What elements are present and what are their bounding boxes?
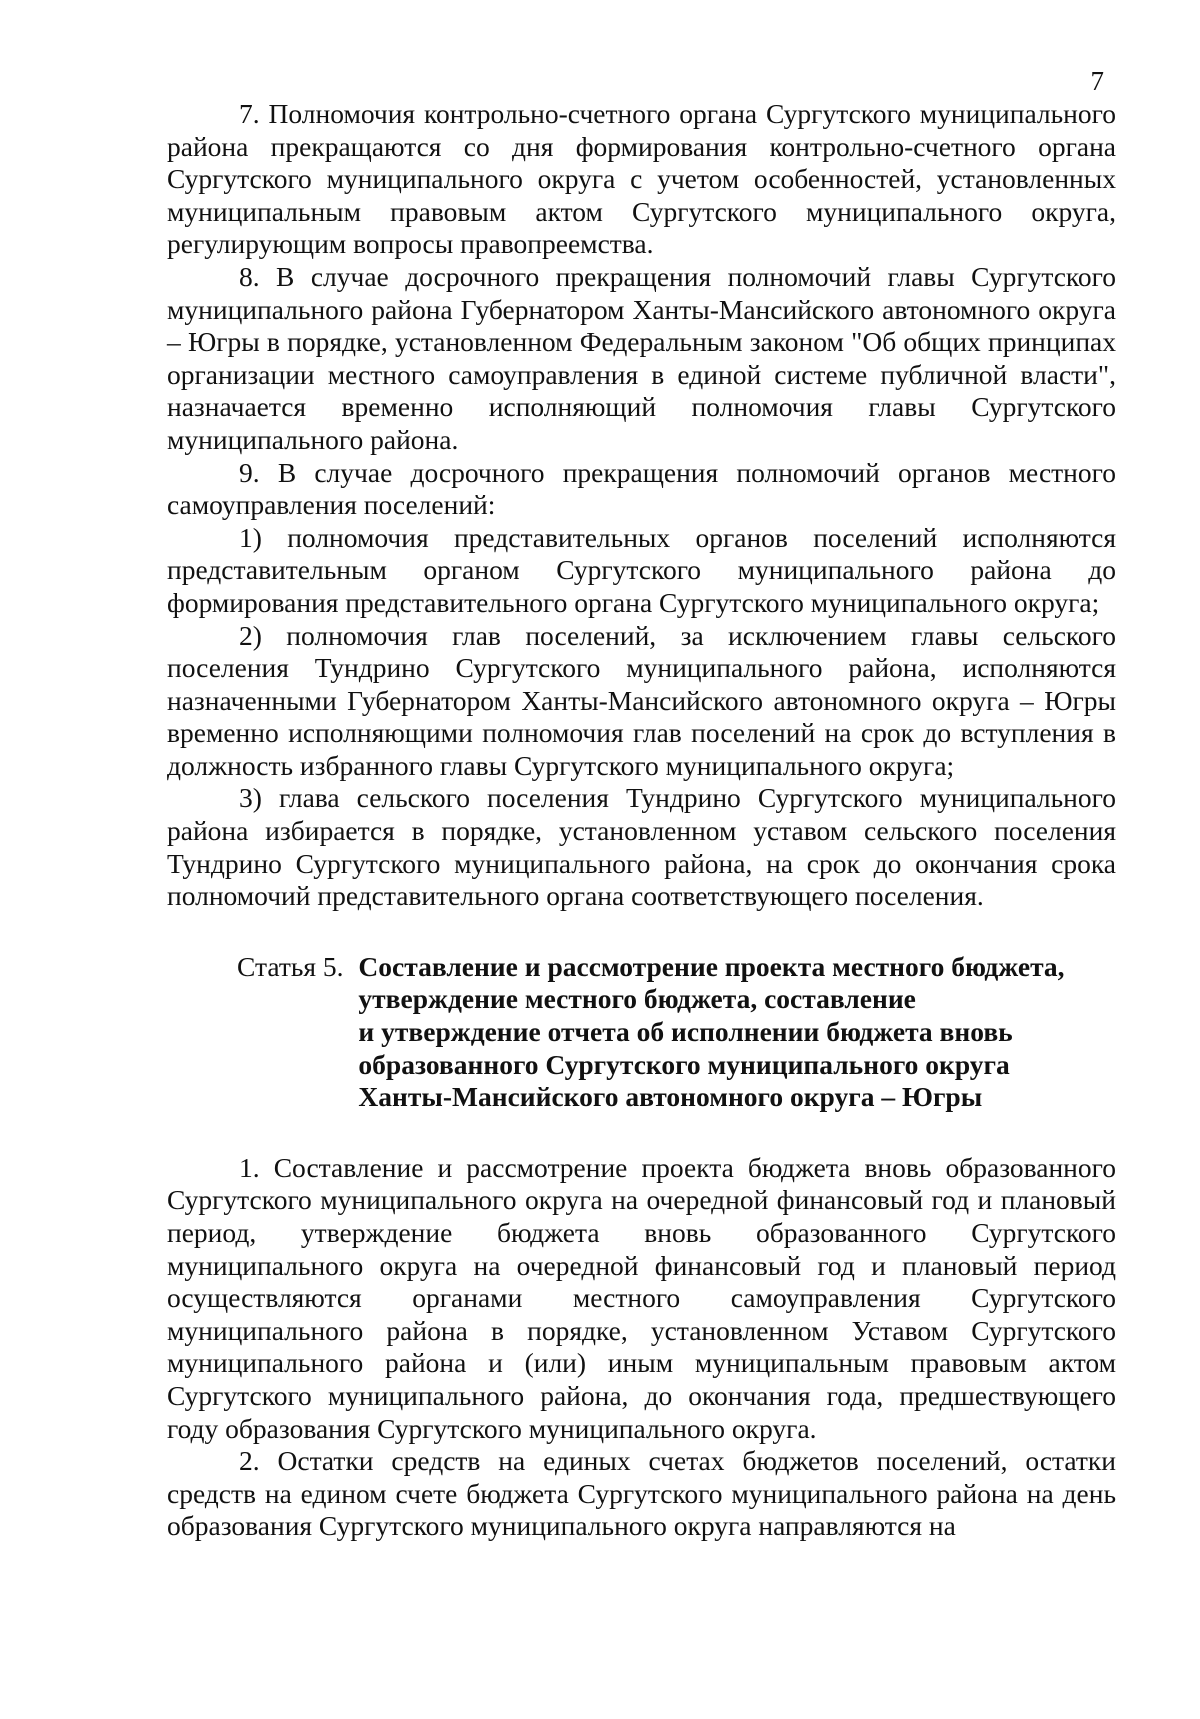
- article-title-line: Ханты-Мансийского автономного округа – Югры: [358, 1081, 983, 1113]
- article-title-line: утверждение местного бюджета, составление: [358, 983, 916, 1015]
- subparagraph-9-1: 1) полномочия представительных органов поселений исполняются представительным органом Сургутского муниципального района до формирования представительного органа Сургутского муниципального округа;: [167, 521, 1116, 618]
- article-heading: [167, 951, 1116, 1114]
- article-title: [358, 951, 1098, 1114]
- subparagraph-9-2: 2) полномочия глав поселений, за исключением главы сельского поселения Тундрино Сургутского муниципального района, исполняются назначенными Губернатором Ханты-Мансийского автономного округа – Югры временно исполняющими полномочия глав поселений на срок до вступления в должность избранного главы Сургутского муниципального округа;: [167, 619, 1116, 781]
- article-title-line: образованного Сургутского муниципального округа: [358, 1048, 1010, 1080]
- paragraph-8: 8. В случае досрочного прекращения полномочий главы Сургутского муниципального района Губернатором Ханты-Мансийского автономного округа – Югры в порядке, установленном Федеральным законом "Об общих принципах организации местного самоуправления в единой системе публичной власти", назначается временно исполняющий полномочия главы Сургутского муниципального района.: [167, 260, 1116, 455]
- document-body: [167, 98, 1116, 1543]
- page-number: 7: [1090, 66, 1104, 96]
- article-title-line: и утверждение отчета об исполнении бюджета вновь: [358, 1016, 1013, 1048]
- article-title-line: Составление и рассмотрение проекта местного бюджета,: [358, 950, 1065, 982]
- article-5-paragraph-1: 1. Составление и рассмотрение проекта бюджета вновь образованного Сургутского муниципального округа на очередной финансовый год и плановый период, утверждение бюджета вновь образованного Сургутского муниципального округа на очередной финансовый год и плановый период осуществляются органами местного самоуправления Сургутского муниципального района в порядке, установленном Уставом Сургутского муниципального района и (или) иным муниципальным правовым актом Сургутского муниципального района, до окончания года, предшествующего году образования Сургутского муниципального округа.: [167, 1151, 1116, 1444]
- article-number: Статья 5.: [237, 950, 351, 982]
- paragraph-7: 7. Полномочия контрольно-счетного органа Сургутского муниципального района прекращаются со дня формирования контрольно-счетного органа Сургутского муниципального округа с учетом особенностей, установленных муниципальным правовым актом Сургутского муниципального округа, регулирующим вопросы правопреемства.: [167, 98, 1116, 260]
- paragraph-9: 9. В случае досрочного прекращения полномочий органов местного самоуправления поселений:: [167, 456, 1116, 521]
- article-5-paragraph-2: 2. Остатки средств на единых счетах бюджетов поселений, остатки средств на едином счете бюджета Сургутского муниципального района на день образования Сургутского муниципального округа направляются на: [167, 1445, 1116, 1542]
- subparagraph-9-3: 3) глава сельского поселения Тундрино Сургутского муниципального района избирается в порядке, установленном уставом сельского поселения Тундрино Сургутского муниципального района, на срок до окончания срока полномочий представительного органа соответствующего поселения.: [167, 782, 1116, 912]
